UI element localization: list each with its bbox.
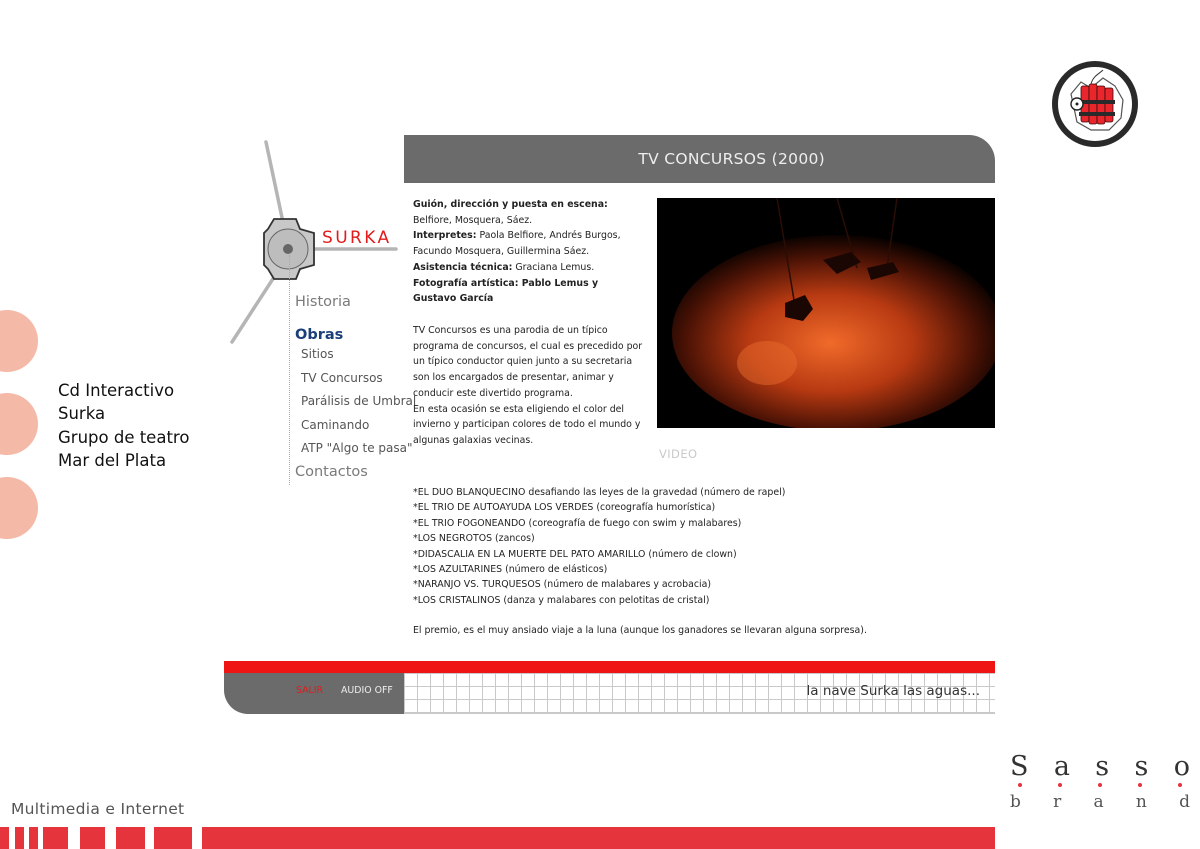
pin-marker-2: [0, 393, 38, 455]
list-item: *EL TRIO DE AUTOAYUDA LOS VERDES (coreografía humorística): [413, 502, 716, 514]
synopsis-paragraph: En esta ocasión se esta eligiendo el color del invierno y participan colores de todo el mundo y algunas galaxias vecinas.: [413, 403, 641, 446]
marquee-text: la nave Surka las aguas...: [806, 683, 980, 699]
footer-title: Multimedia e Internet: [11, 800, 185, 818]
sasso-letter: o: [1173, 751, 1190, 782]
footer-strip-block: [29, 827, 38, 849]
caption-line-2: Surka: [58, 404, 106, 424]
footer-strip-block: [116, 827, 145, 849]
list-item: *NARANJO VS. TURQUESOS (número de malabares y acrobacia): [413, 579, 712, 591]
credit-value: Graciana Lemus.: [512, 261, 595, 273]
credit-label: Fotografía artística: Pablo Lemus y Gustavo García: [413, 277, 599, 305]
video-link[interactable]: VIDEO: [659, 447, 698, 461]
nav-sub-sitios[interactable]: Sitios: [301, 347, 334, 361]
nav-sub-atp[interactable]: ATP "Algo te pasa": [301, 441, 413, 455]
synopsis-paragraph: TV Concursos es una parodia de un típico programa de concursos, el cual es precedido por un típico conductor quien junto a su secretaria son los encargados de presentar, animar y conducir este divertido programa.: [413, 325, 643, 399]
sasso-logo-top: [1010, 751, 1190, 782]
credit-line: [413, 260, 643, 276]
credits-block: [413, 197, 643, 307]
synopsis-text: [413, 323, 651, 449]
pin-marker-3: [0, 477, 38, 539]
audio-off-button[interactable]: AUDIO OFF: [341, 685, 393, 696]
sasso-letter: d: [1179, 792, 1190, 812]
footer-strip-block: [43, 827, 68, 849]
sasso-logo-dots: [1018, 783, 1182, 789]
list-item: *LOS CRISTALINOS (danza y malabares con pelotitas de cristal): [413, 594, 710, 606]
credit-line: [413, 228, 643, 259]
footer-strip-block: [154, 827, 192, 849]
nav-dotted-guide: [289, 255, 290, 485]
caption-line-4: Mar del Plata: [58, 450, 167, 470]
nav-item-contactos[interactable]: Contactos: [295, 464, 368, 480]
sasso-letter: b: [1010, 792, 1021, 812]
credit-line: [413, 197, 643, 228]
nav-sub-tv-concursos[interactable]: TV Concursos: [301, 371, 383, 385]
nav-item-historia[interactable]: Historia: [295, 294, 351, 310]
list-item: *LOS AZULTARINES (número de elásticos): [413, 564, 608, 576]
caption-line-3: Grupo de teatro: [58, 427, 190, 447]
dynamite-emblem-icon: [1051, 60, 1139, 148]
sasso-letter: s: [1134, 751, 1149, 782]
sasso-letter: S: [1010, 751, 1029, 782]
list-item: *LOS NEGROTOS (zancos): [413, 533, 535, 545]
credit-value: Paola Belfiore, Andrés Burgos, Facundo Mosquera, Guillermina Sáez.: [413, 230, 621, 258]
sasso-letter: n: [1135, 792, 1147, 812]
performance-photo-image: [657, 198, 995, 428]
nav-item-obras[interactable]: Obras: [295, 327, 344, 343]
page-title-bar: [404, 135, 995, 183]
sasso-logo-bottom: [1010, 792, 1190, 812]
prize-text: El premio, es el muy ansiado viaje a la luna (aunque los ganadores se llevaran alguna sorpresa).: [413, 625, 867, 636]
credit-label: Guión, dirección y puesta en escena:: [413, 199, 608, 210]
footer-strip-bar: [202, 827, 995, 849]
list-item: *DIDASCALIA EN LA MUERTE DEL PATO AMARILLO (número de clown): [413, 548, 737, 560]
list-item: *EL TRIO FOGONEANDO (coreografía de fuego con swim y malabares): [413, 517, 742, 529]
credit-line: [413, 276, 643, 307]
performance-photo: [657, 198, 995, 428]
sasso-brand-logo: [1010, 751, 1190, 812]
exit-button[interactable]: SALIR: [296, 685, 324, 696]
surka-brand-text: SURKA: [322, 228, 392, 248]
caption-line-1: Cd Interactivo: [58, 381, 175, 400]
sasso-letter: r: [1053, 792, 1062, 812]
toolbar-red-line: [224, 661, 995, 673]
pin-marker-1: [0, 310, 38, 372]
sasso-letter: a: [1053, 751, 1070, 782]
list-item: *EL DUO BLANQUECINO desafiando las leyes de la gravedad (número de rapel): [413, 487, 786, 498]
credit-label: Interpretes:: [413, 230, 477, 242]
sasso-letter: a: [1093, 792, 1104, 812]
credit-value: Belfiore, Mosquera, Sáez.: [413, 214, 533, 226]
credit-label: Asistencia técnica:: [413, 261, 513, 273]
footer-strip-block: [80, 827, 105, 849]
page-title: TV CONCURSOS (2000): [638, 150, 825, 168]
sasso-letter: s: [1095, 751, 1110, 782]
nav-sub-paralisis-de-umbral[interactable]: Parálisis de Umbral: [301, 394, 417, 408]
acts-list: [413, 485, 785, 608]
footer-strip-block: [15, 827, 24, 849]
project-caption: [58, 379, 189, 472]
footer-strip-block: [0, 827, 9, 849]
nav-sub-caminando[interactable]: Caminando: [301, 418, 370, 432]
